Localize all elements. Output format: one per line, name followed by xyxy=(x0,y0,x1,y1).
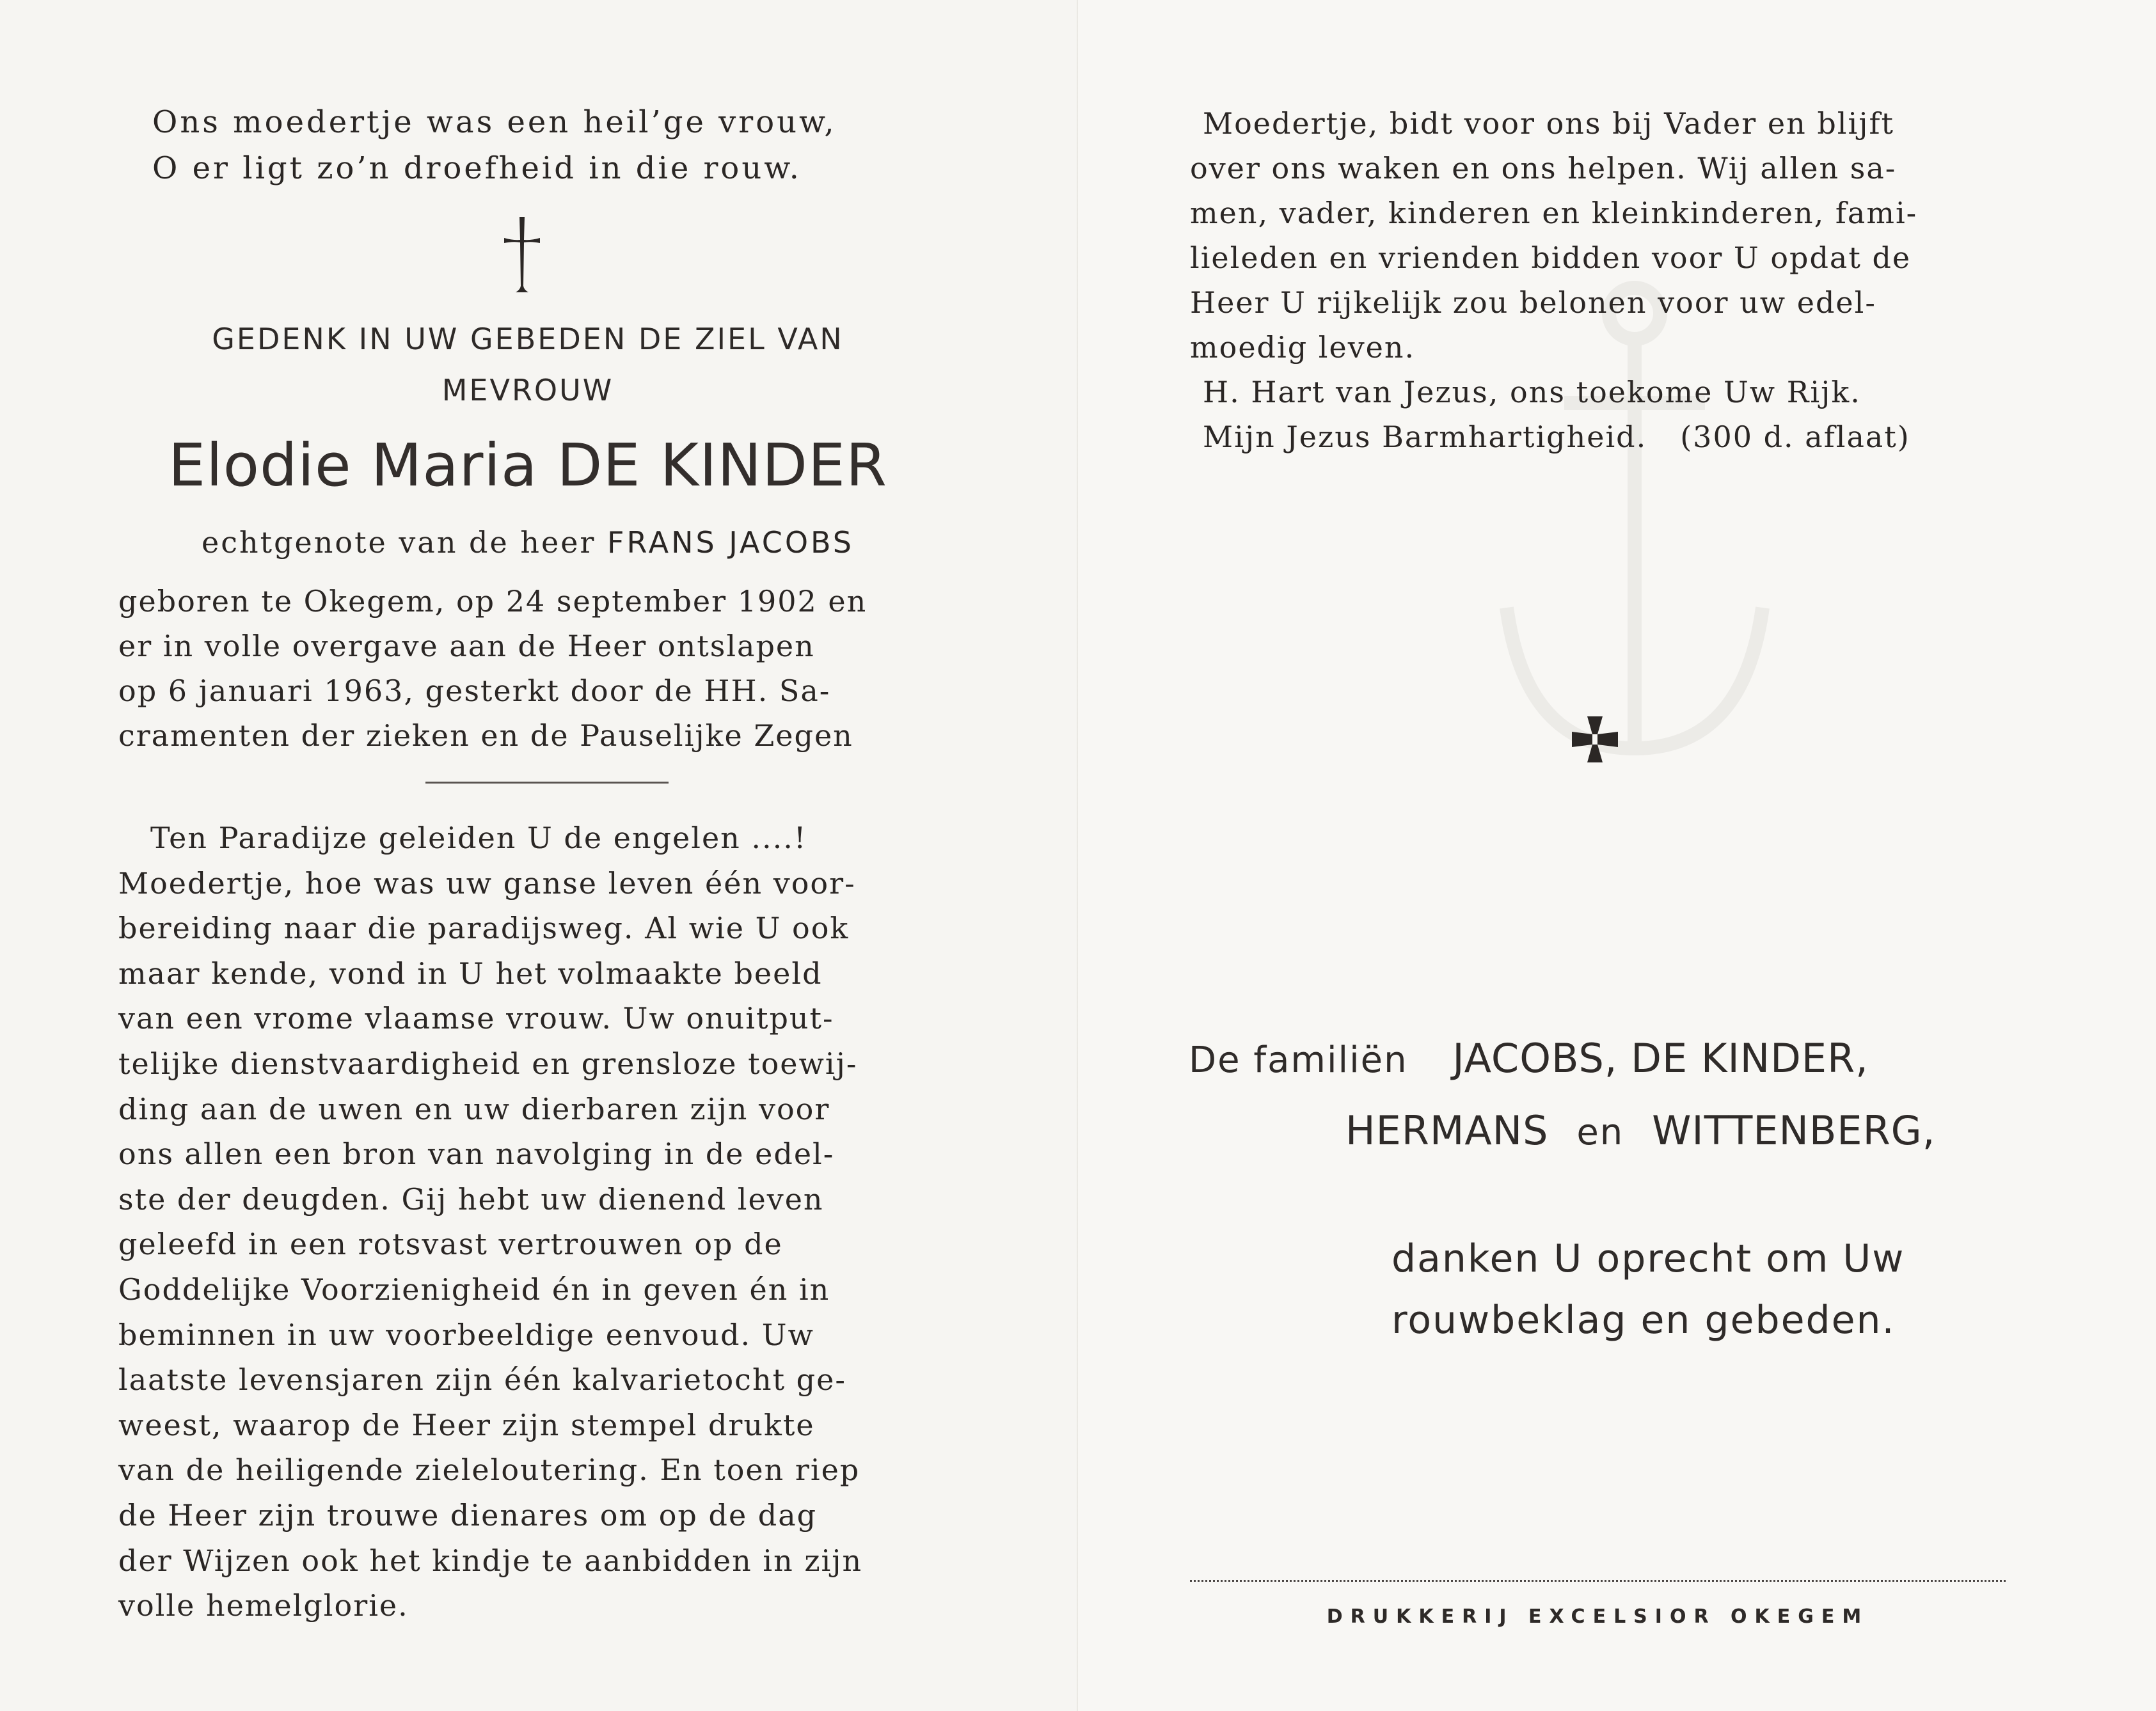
heading-line-2: MEVROUW xyxy=(441,373,614,407)
tribute-line xyxy=(118,906,937,951)
prayer-line xyxy=(1190,235,2006,280)
families-prefix: De familiën xyxy=(1189,1039,1408,1081)
spouse-prefix: echtgenote van de heer xyxy=(201,525,596,560)
tribute-line-text: der Wijzen ook het kindje te aanbidden in zijn xyxy=(118,1543,863,1578)
tribute-line xyxy=(118,816,937,861)
tribute-line-text: ons allen een bron van navolging in de edel- xyxy=(118,1137,835,1172)
verse-line: Ons moedertje was een heil’ge vrouw, xyxy=(152,104,837,140)
tribute-line-text: de Heer zijn trouwe dienares om op de dag xyxy=(118,1497,818,1533)
invocation-line xyxy=(1190,370,2006,414)
prayer-line-text: Moedertje, bidt voor ons bij Vader en blijft xyxy=(1203,106,1894,141)
tribute-line xyxy=(118,996,937,1041)
deceased-name: Elodie Maria DE KINDER xyxy=(168,431,887,500)
prayer-line xyxy=(1190,280,2006,325)
divider-rule xyxy=(425,782,669,784)
prayer-line-text: men, vader, kinderen en kleinkinderen, fami- xyxy=(1190,196,1918,230)
prayer-line-text: lieleden en vrienden bidden voor U opdat de xyxy=(1190,240,1912,275)
prayer-text xyxy=(1190,101,2006,459)
tribute-line-text: Ten Paradijze geleiden U de engelen ....! xyxy=(150,821,807,855)
tribute-line-text: Moedertje, hoe was uw ganse leven één voor- xyxy=(118,865,856,901)
invocation-text: Mijn Jezus Barmhartigheid. xyxy=(1203,420,1647,454)
birth-line xyxy=(118,624,937,668)
tribute-line-text: van een vrome vlaamse vrouw. Uw onuitput- xyxy=(118,1001,834,1036)
tribute-line-text: volle hemelglorie. xyxy=(118,1588,409,1623)
tribute-text xyxy=(118,816,937,1628)
birth-line xyxy=(118,713,937,758)
tribute-line-text: beminnen in uw voorbeeldige eenvoud. Uw xyxy=(118,1317,814,1352)
prayer-line xyxy=(1190,146,2006,191)
opening-verse xyxy=(152,99,920,191)
heading-line-1: GEDENK IN UW GEBEDEN DE ZIEL VAN xyxy=(212,322,844,356)
tribute-line xyxy=(118,1313,937,1358)
tribute-line xyxy=(118,1493,937,1538)
remembrance-heading xyxy=(102,313,953,416)
tribute-line-text: telijke dienstvaardigheid en grensloze toewij- xyxy=(118,1046,858,1081)
tribute-line xyxy=(118,1403,937,1448)
tribute-line-text: Goddelijke Voorzienigheid én in geven én in xyxy=(118,1272,830,1307)
tribute-line-text: laatste levensjaren zijn één kalvarietocht ge- xyxy=(118,1362,846,1398)
spouse-line xyxy=(90,519,966,565)
verse-line: O er ligt zo’n droefheid in die rouw. xyxy=(152,150,802,186)
birth-line-text: er in volle overgave aan de Heer ontslapen xyxy=(118,629,815,663)
birth-line-text: op 6 januari 1963, gesterkt door de HH. Sa- xyxy=(118,674,831,708)
birth-death-text xyxy=(118,579,937,758)
prayer-line xyxy=(1190,325,2006,370)
families-line xyxy=(1189,1023,2020,1168)
thanks-line: rouwbeklag en gebeden. xyxy=(1391,1298,1896,1343)
tribute-line-text: weest, waarop de Heer zijn stempel drukte xyxy=(118,1407,815,1442)
families-row-2 xyxy=(1189,1096,2020,1168)
tribute-line-text: maar kende, vond in U het volmaakte beeld xyxy=(118,956,823,991)
prayer-line-text: over ons waken en ons helpen. Wij allen sa- xyxy=(1190,151,1897,185)
tribute-line xyxy=(118,1357,937,1403)
spouse-name: FRANS JACOBS xyxy=(607,525,854,560)
printer-credit: DRUKKERIJ EXCELSIOR OKEGEM xyxy=(1326,1605,1869,1628)
birth-line xyxy=(118,579,937,624)
tribute-line-text: bereiding naar die paradijsweg. Al wie U ook xyxy=(118,911,850,946)
thanks-text xyxy=(1391,1228,2031,1351)
tribute-line xyxy=(118,1041,937,1087)
families-conjunction: en xyxy=(1576,1112,1624,1153)
tribute-line xyxy=(118,951,937,997)
indulgence-note: (300 d. aflaat) xyxy=(1680,420,1910,454)
tribute-line xyxy=(118,1538,937,1584)
tribute-line xyxy=(118,1267,937,1313)
birth-line xyxy=(118,668,937,713)
birth-line-text: cramenten der zieken en de Pauselijke Zegen xyxy=(118,718,853,753)
tribute-line-text: geleefd in een rotsvast vertrouwen op de xyxy=(118,1227,783,1262)
latin-cross-icon xyxy=(498,214,546,296)
tribute-line xyxy=(118,861,937,906)
footer-rule xyxy=(1190,1580,2006,1582)
families-row-1 xyxy=(1189,1023,2020,1096)
prayer-line-text: Heer U rijkelijk zou belonen voor uw edel- xyxy=(1190,285,1876,320)
invocation-line xyxy=(1190,414,2006,459)
family-names: WITTENBERG, xyxy=(1652,1107,1936,1154)
invocation-text: H. Hart van Jezus, ons toekome Uw Rijk. xyxy=(1203,375,1861,409)
prayer-line xyxy=(1190,191,2006,235)
prayer-line xyxy=(1190,101,2006,146)
cross-pattee-icon xyxy=(1571,715,1619,764)
family-names: JACOBS, DE KINDER, xyxy=(1452,1035,1869,1082)
thanks-line: danken U oprecht om Uw xyxy=(1391,1236,1905,1281)
tribute-line xyxy=(118,1583,937,1628)
tribute-line xyxy=(118,1447,937,1493)
tribute-line xyxy=(118,1131,937,1177)
tribute-line-text: ste der deugden. Gij hebt uw dienend leven xyxy=(118,1181,824,1217)
tribute-line xyxy=(118,1222,937,1267)
birth-line-text: geboren te Okegem, op 24 september 1902 en xyxy=(118,584,868,619)
tribute-line xyxy=(118,1087,937,1132)
tribute-line xyxy=(118,1177,937,1222)
family-names: HERMANS xyxy=(1345,1107,1549,1154)
tribute-line-text: van de heiligende zieleloutering. En toen riep xyxy=(118,1453,860,1488)
tribute-line-text: ding aan de uwen en uw dierbaren zijn voor xyxy=(118,1091,830,1126)
prayer-line-text: moedig leven. xyxy=(1190,330,1416,365)
